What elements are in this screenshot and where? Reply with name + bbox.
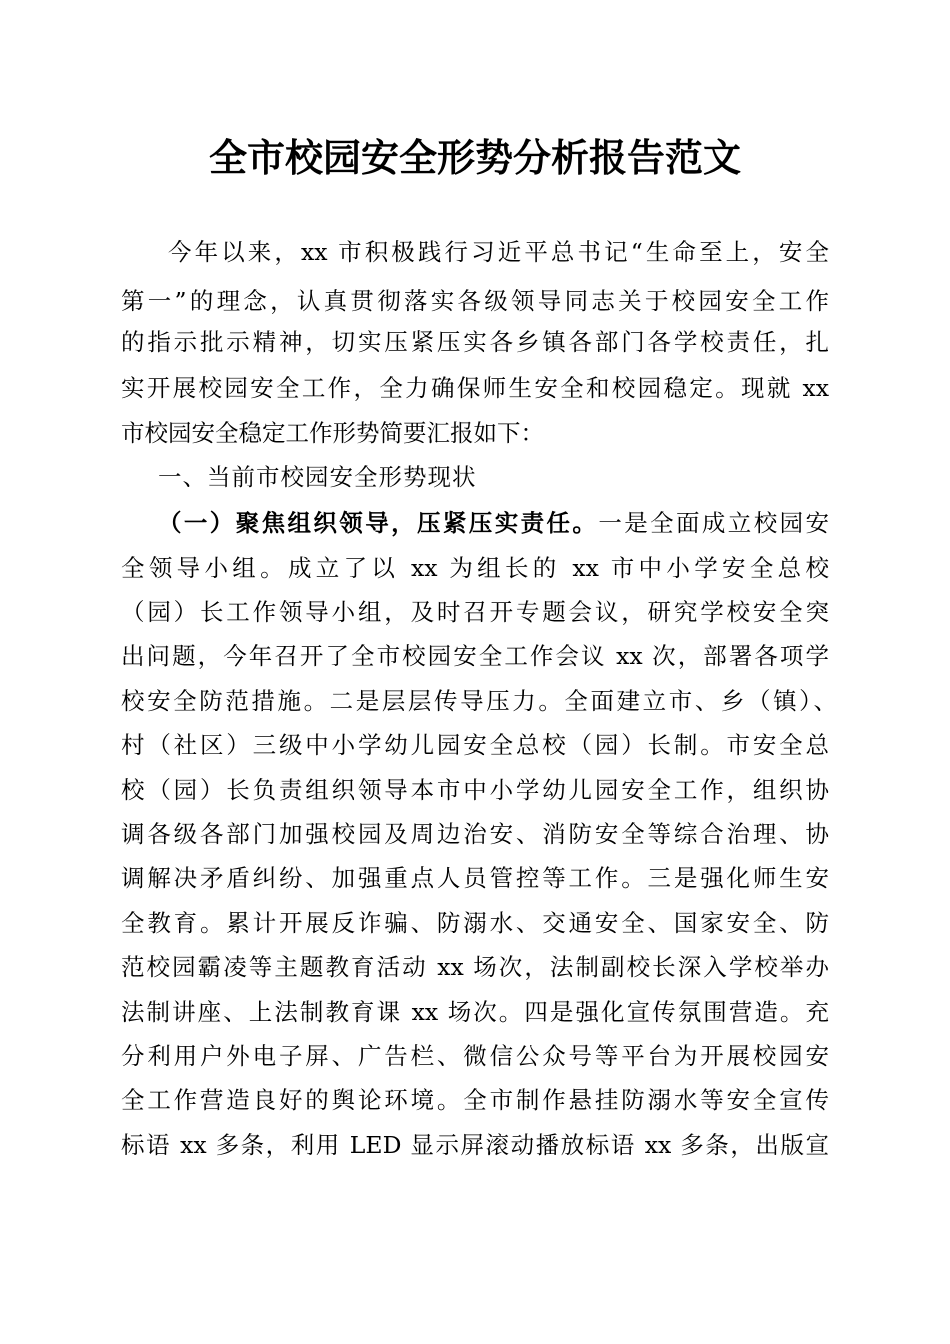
intro-paragraph-line: 今年以来，xx 市积极践行习近平总书记“生命至上，安全 (168, 238, 829, 266)
subsection-first-line (158, 505, 829, 541)
subsection-heading: （一）聚焦组织领导，压紧压实责任。 (158, 509, 599, 537)
body-line: 范校园霸凌等主题教育活动 xx 场次，法制副校长深入学校举办 (121, 953, 829, 981)
intro-paragraph-line: 第一”的理念，认真贯彻落实各级领导同志关于校园安全工作 (121, 287, 829, 315)
body-line: 校（园）长负责组织领导本市中小学幼儿园安全工作，组织协 (121, 776, 829, 804)
body-line: 全工作营造良好的舆论环境。全市制作悬挂防溺水等安全宣传 (121, 1086, 829, 1114)
body-line: 全领导小组。成立了以 xx 为组长的 xx 市中小学安全总校 (121, 554, 829, 582)
section-heading: 一、当前市校园安全形势现状 (158, 463, 477, 491)
body-line: 村（社区）三级中小学幼儿园安全总校（园）长制。市安全总 (121, 731, 829, 759)
intro-paragraph-line: 市校园安全稳定工作形势简要汇报如下： (121, 419, 544, 447)
body-line: 分利用户外电子屏、广告栏、微信公众号等平台为开展校园安 (121, 1042, 829, 1070)
body-line: 校安全防范措施。二是层层传导压力。全面建立市、乡（镇）、 (121, 687, 837, 715)
body-line: 调各级各部门加强校园及周边治安、消防安全等综合治理、协 (121, 820, 829, 848)
subsection-text: 一是全面成立校园安 (598, 509, 830, 537)
document-title: 全市校园安全形势分析报告范文 (208, 135, 741, 180)
body-line: （园）长工作领导小组，及时召开专题会议，研究学校安全突 (121, 598, 829, 626)
body-line: 调解决矛盾纠纷、加强重点人员管控等工作。三是强化师生安 (121, 864, 829, 892)
intro-paragraph-line: 的指示批示精神，切实压紧压实各乡镇各部门各学校责任，扎 (121, 328, 829, 356)
body-line: 全教育。累计开展反诈骗、防溺水、交通安全、国家安全、防 (121, 909, 829, 937)
intro-paragraph-line: 实开展校园安全工作，全力确保师生安全和校园稳定。现就 xx (121, 374, 829, 402)
body-line: 标语 xx 多条，利用 LED 显示屏滚动播放标语 xx 多条，出版宣 (121, 1131, 829, 1159)
body-line: 出问题，今年召开了全市校园安全工作会议 xx 次，部署各项学 (121, 642, 829, 670)
body-line: 法制讲座、上法制教育课 xx 场次。四是强化宣传氛围营造。充 (121, 998, 829, 1026)
